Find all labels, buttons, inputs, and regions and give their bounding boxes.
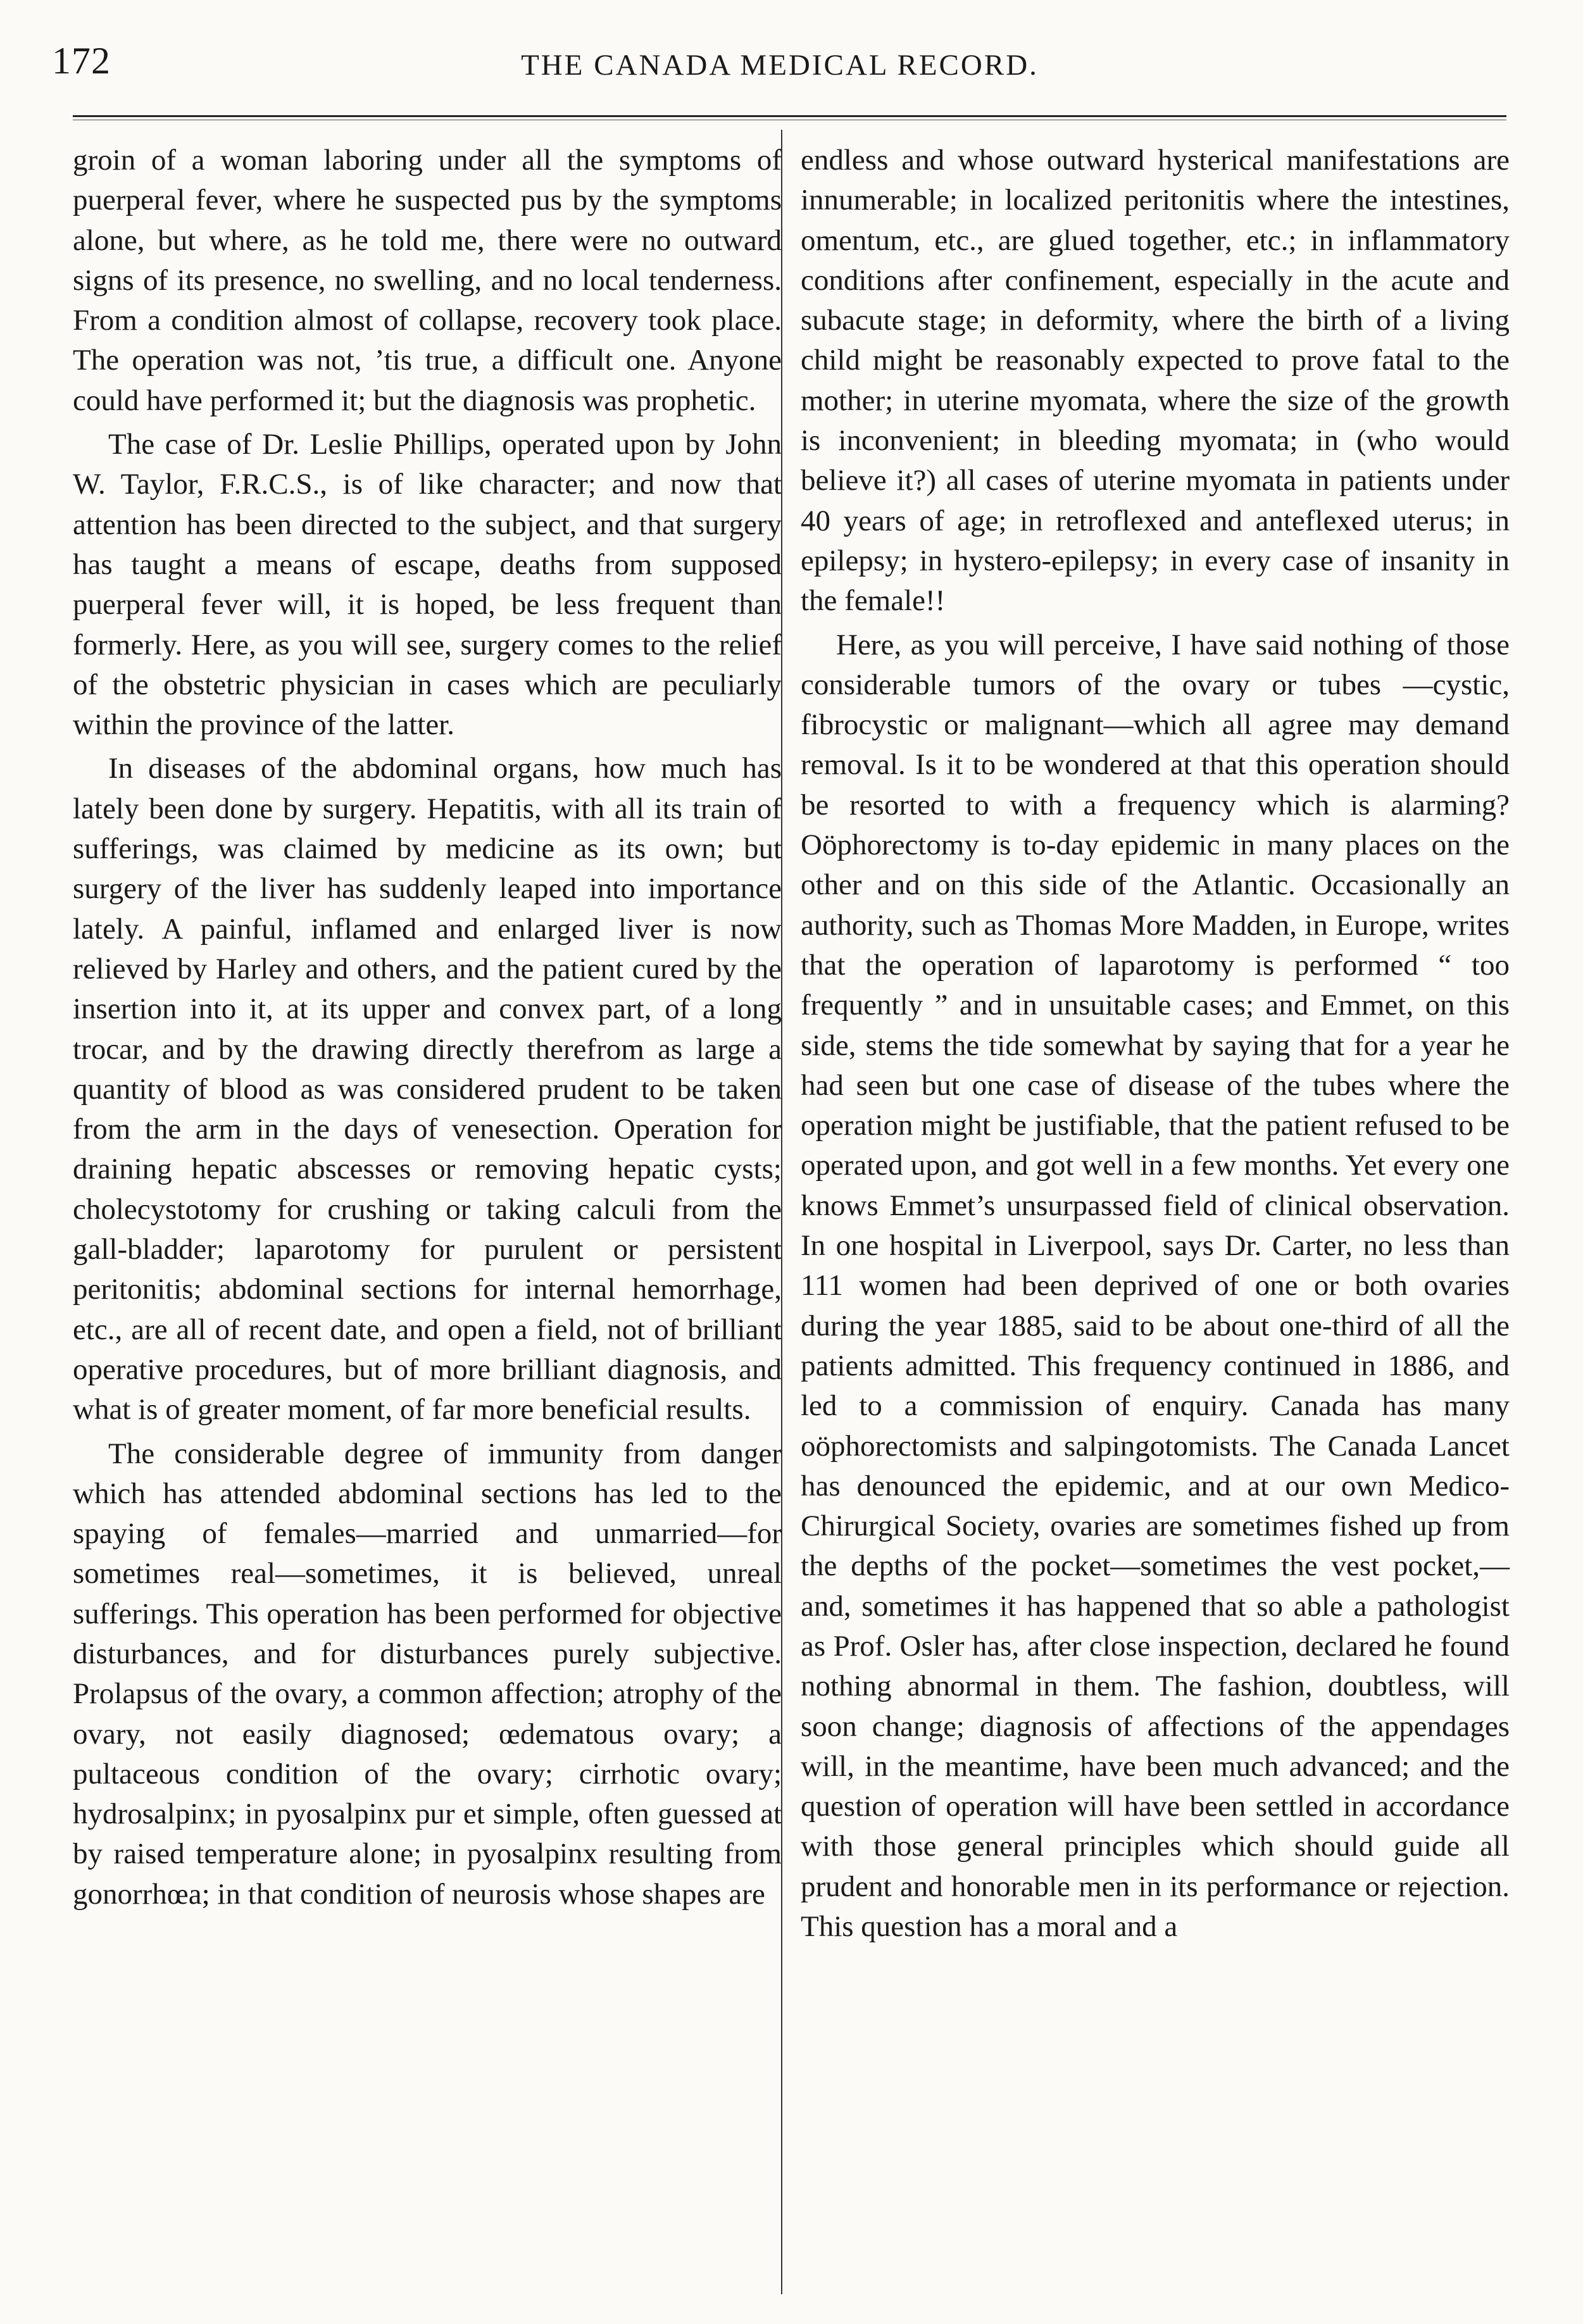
journal-title: THE CANADA MEDICAL RECORD. [521,49,1039,82]
paragraph: The case of Dr. Leslie Phillips, operated upon by John W. Taylor, F.R.C.S., is of like character; and now that attention has been directed to the subject, and that surgery has taught a means of escape, deaths from supposed puerperal fever will, it is hoped, be less frequent than formerly. Here, as you will see, surgery comes to the relief of the obstetric physician in cases which are peculiarly within the province of the latter. [73,428,782,742]
header-rule [73,115,1506,120]
paragraph: The considerable degree of immunity from danger which has attended abdominal sections has led to the spaying of females—married and unmarried—for sometimes real—sometimes, it is believed, unreal sufferings. This operation has been performed for objective disturbances, and for disturbances purely subjective. Prolapsus of the ovary, a common affection; atrophy of the ovary, not easily diagnosed; œdematous ovary; a pultaceous condition of the ovary; cirrhotic ovary; hydrosalpinx; in pyosalpinx pur et simple, often guessed at by raised temperature alone; in pyosalpinx resulting from gonorrhœa; in that condition of neurosis whose shapes are [73,1437,782,1911]
column-divider [781,130,782,2294]
paragraph: endless and whose outward hysterical manifestations are innumerable; in localized peritonitis where the intestines, omentum, etc., are glued together, etc.; in inflammatory conditions after confinement, especially in the acute and subacute stage; in deformity, where the birth of a living child might be reasonably expected to prove fatal to the mother; in uterine myomata, where the size of the growth is inconvenient; in bleeding myomata; in (who would believe it?) all cases of uterine myomata in patients under 40 years of age; in retroflexed and anteflexed uterus; in epilepsy; in hystero-epilepsy; in every case of insanity in the female!! [801,144,1510,618]
left-column [73,141,782,1915]
page-header [52,33,1508,109]
page-number: 172 [52,40,111,82]
right-column [801,141,1510,1947]
paragraph: In diseases of the abdominal organs, how much has lately been done by surgery. Hepatitis, with all its train of sufferings, was claimed by medicine as its own; but surgery of the liver has suddenly leaped into importance lately. A painful, inflamed and enlarged liver is now relieved by Harley and others, and the patient cured by the insertion into it, at its upper and convex part, of a long trocar, and by the drawing directly therefrom as large a quantity of blood as was considered prudent to be taken from the arm in the days of venesection. Operation for draining hepatic abscesses or removing hepatic cysts; cholecystotomy for crushing or taking calculi from the gall-bladder; laparotomy for purulent or persistent peritonitis; abdominal sections for internal hemorrhage, etc., are all of recent date, and open a field, not of brilliant operative procedures, but of more brilliant diagnosis, and what is of greater moment, of far more beneficial results. [73,752,782,1427]
paragraph: groin of a woman laboring under all the symptoms of puerperal fever, where he suspected pus by the symptoms alone, but where, as he told me, there were no outward signs of its presence, no swelling, and no local tenderness. From a condition almost of collapse, recovery took place. The operation was not, ’tis true, a difficult one. Anyone could have performed it; but the diagnosis was prophetic. [73,144,782,417]
paragraph: Here, as you will perceive, I have said nothing of those considerable tumors of the ovary or tubes —cystic, fibrocystic or malignant—which all agree may demand removal. Is it to be wondered at that this operation should be resorted to with a frequency which is alarming? Oöphorectomy is to-day epidemic in many places on the other and on this side of the Atlantic. Occasionally an authority, such as Thomas More Madden, in Europe, writes that the operation of laparotomy is performed “ too frequently ” and in unsuitable cases; and Emmet, on this side, stems the tide somewhat by saying that for a year he had seen but one case of disease of the tubes where the operation might be justifiable, that the patient refused to be operated upon, and got well in a few months. Yet every one knows Emmet’s unsurpassed field of clinical observation. In one hospital in Liverpool, says Dr. Carter, no less than 111 women had been deprived of one or both ovaries during the year 1885, said to be about one-third of all the patients admitted. This frequency continued in 1886, and led to a commission of enquiry. Canada has many oöphorectomists and salpingotomists. The Canada Lancet has denounced the epidemic, and at our own Medico-Chirurgical Society, ovaries are sometimes fished up from the depths of the pocket—sometimes the vest pocket,—and, sometimes it has happened that so able a pathologist as Prof. Osler has, after close inspection, declared he found nothing abnormal in them. The fashion, doubtless, will soon change; diagnosis of affections of the appendages will, in the meantime, have been much advanced; and the question of operation will have been settled in accordance with those general principles which should guide all prudent and honorable men in its performance or rejection. This question has a moral and a [801,628,1510,1944]
